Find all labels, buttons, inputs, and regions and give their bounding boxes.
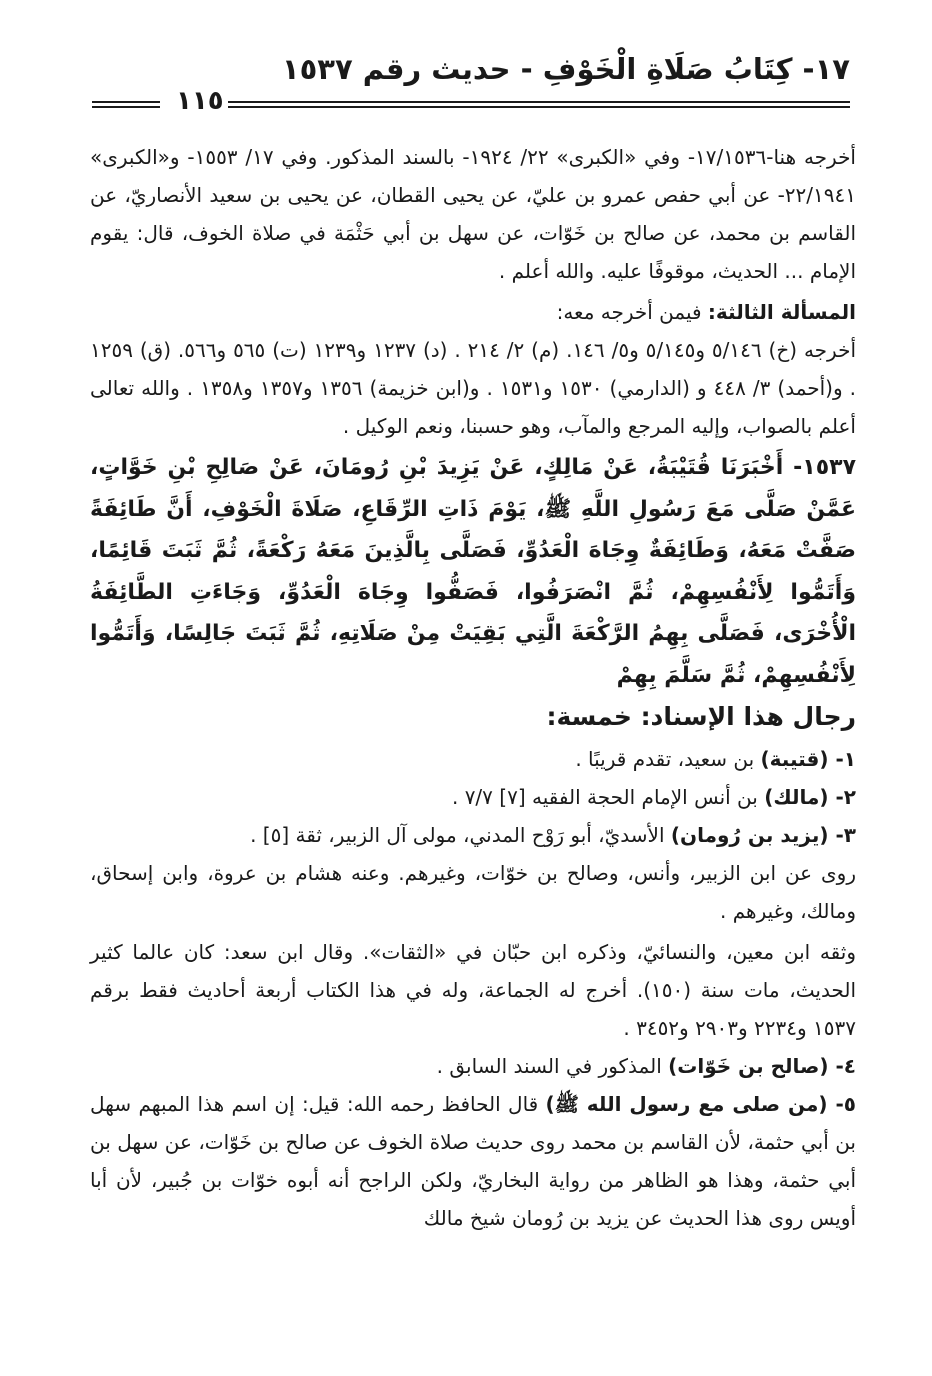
takhrij-paragraph: أخرجه هنا-١٧/١٥٣٦- وفي «الكبرى» ٢٢/ ١٩٢٤- بالسند المذكور. وفي ١٧/ ١٥٥٣- و«الكبرى» ٢٢/١٩٤١- عن أبي حفص عمرو بن عليّ، عن يحيى القطان، عن يحيى بن سعيد الأنصاريّ، عن القاسم بن محمد، عن صالح بن خَوّات، عن سهل بن أبي حَثْمَة في صلاة الخوف، قال: يقوم الإمام ... الحديث، موقوفًا عليه. والله أعلم .: [90, 145, 856, 283]
page-number: ١١٥: [176, 86, 224, 116]
page-number-rule: [92, 101, 160, 108]
narrator-note: قال الحافظ رحمه الله: قيل: إن اسم هذا المبهم سهل بن أبي حثمة، لأن القاسم بن محمد روى حديث صلاة الخوف عن صالح بن خَوّات، عن سهل بن أبي حثمة، وهذا هو الظاهر من رواية البخاريّ، ولكن الراجح أنه أبوه خوّات بن جُبير، لأن أبا أويس روى هذا الحديث عن يزيد بن رُومان شيخ مالك: [90, 1092, 856, 1230]
chapter-title: ١٧- كِتَابُ صَلَاةِ الْخَوْفِ - حديث رقم ١٥٣٧: [281, 52, 850, 86]
narrator-note: بن سعيد، تقدم قريبًا .: [575, 747, 761, 771]
narrator-note: الأسديّ، أبو رَوْح المدني، مولى آل الزبير، ثقة [٥] .: [250, 823, 671, 847]
narrator-name: ٢- (مالك): [764, 785, 856, 809]
masala-label: المسألة الثالثة:: [707, 300, 856, 324]
page-body: [90, 138, 856, 1237]
narrator-note: المذكور في السند السابق .: [436, 1054, 669, 1078]
narrator-name: ١- (قتيبة): [760, 747, 856, 771]
narrator-item: [90, 816, 856, 854]
page-header: [92, 52, 850, 122]
narrator-note: بن أنس الإمام الحجة الفقيه [٧] ٧/٧ .: [451, 785, 765, 809]
narrator-item: [90, 1085, 856, 1237]
header-rule: [228, 101, 850, 108]
masala-heading-line: [90, 293, 856, 331]
takhrij-sources-paragraph: أخرجه (خ) ٥/١٤٦ و٥/١٤٥ و٥/ ١٤٦. (م) ٢/ ٢١٤ . (د) ١٢٣٧ و١٢٣٩ (ت) ٥٦٥ و٥٦٦. (ق) ١٢٥٩ . و(أحمد) ٣/ ٤٤٨ و (الدارمي) ١٥٣٠ و١٥٣١ . و(ابن خزيمة) ١٣٥٦ و١٣٥٧ و١٣٥٨ . والله تعالى أعلم بالصواب، وإليه المرجع والمآب، وهو حسبنا، ونعم الوكيل .: [90, 338, 857, 438]
masala-text: فيمن أخرجه معه:: [556, 300, 708, 324]
narrator-item: [90, 740, 856, 778]
narrator-name: ٥- (من صلى مع رسول الله ﷺ): [545, 1092, 856, 1116]
narrator-name: ٤- (صالح بن خَوّات): [668, 1054, 856, 1078]
narrators-heading: رجال هذا الإسناد: خمسة:: [546, 702, 856, 731]
narrator-grading: وثقه ابن معين، والنسائيّ، وذكره ابن حبّان في «الثقات». وقال ابن سعد: كان عالما كثير الحديث، مات سنة (١٥٠). أخرج له الجماعة، وله في هذا الكتاب أربعة أحاديث فقط برقم ١٥٣٧ و٢٢٣٤ و٢٩٠٣ و٣٤٥٢ .: [90, 940, 856, 1040]
narrator-item: [90, 778, 856, 816]
hadith-text: ١٥٣٧- أَخْبَرَنَا قُتَيْبَةُ، عَنْ مَالِكٍ، عَنْ يَزِيدَ بْنِ رُومَانَ، عَنْ صَالِحِ بْنِ خَوَّاتٍ، عَمَّنْ صَلَّى مَعَ رَسُولِ اللَّهِ ﷺ، يَوْمَ ذَاتِ الرِّقَاعِ، صَلَاةَ الْخَوْفِ، أَنَّ طَائِفَةً صَفَّتْ مَعَهُ، وَطَائِفَةٌ وِجَاهَ الْعَدُوِّ، فَصَلَّى بِالَّذِينَ مَعَهُ رَكْعَةً، ثُمَّ ثَبَتَ قَائِمًا، وَأَتَمُّوا لِأَنْفُسِهِمْ، ثُمَّ انْصَرَفُوا، فَصَفُّوا وِجَاهَ الْعَدُوِّ، وَجَاءَتِ الطَّائِفَةُ الْأُخْرَى، فَصَلَّى بِهِمُ الرَّكْعَةَ الَّتِي بَقِيَتْ مِنْ صَلَاتِهِ، ثُمَّ ثَبَتَ جَالِسًا، وَأَتَمُّوا لِأَنْفُسِهِمْ، ثُمَّ سَلَّمَ بِهِمْ: [90, 455, 856, 688]
narrator-name: ٣- (يزيد بن رُومان): [670, 823, 856, 847]
narrator-item: [90, 1047, 856, 1085]
narrator-details: روى عن ابن الزبير، وأنس، وصالح بن خوّات، وغيرهم. وعنه هشام بن عروة، وابن إسحاق، ومالك، وغيرهم .: [90, 861, 856, 923]
